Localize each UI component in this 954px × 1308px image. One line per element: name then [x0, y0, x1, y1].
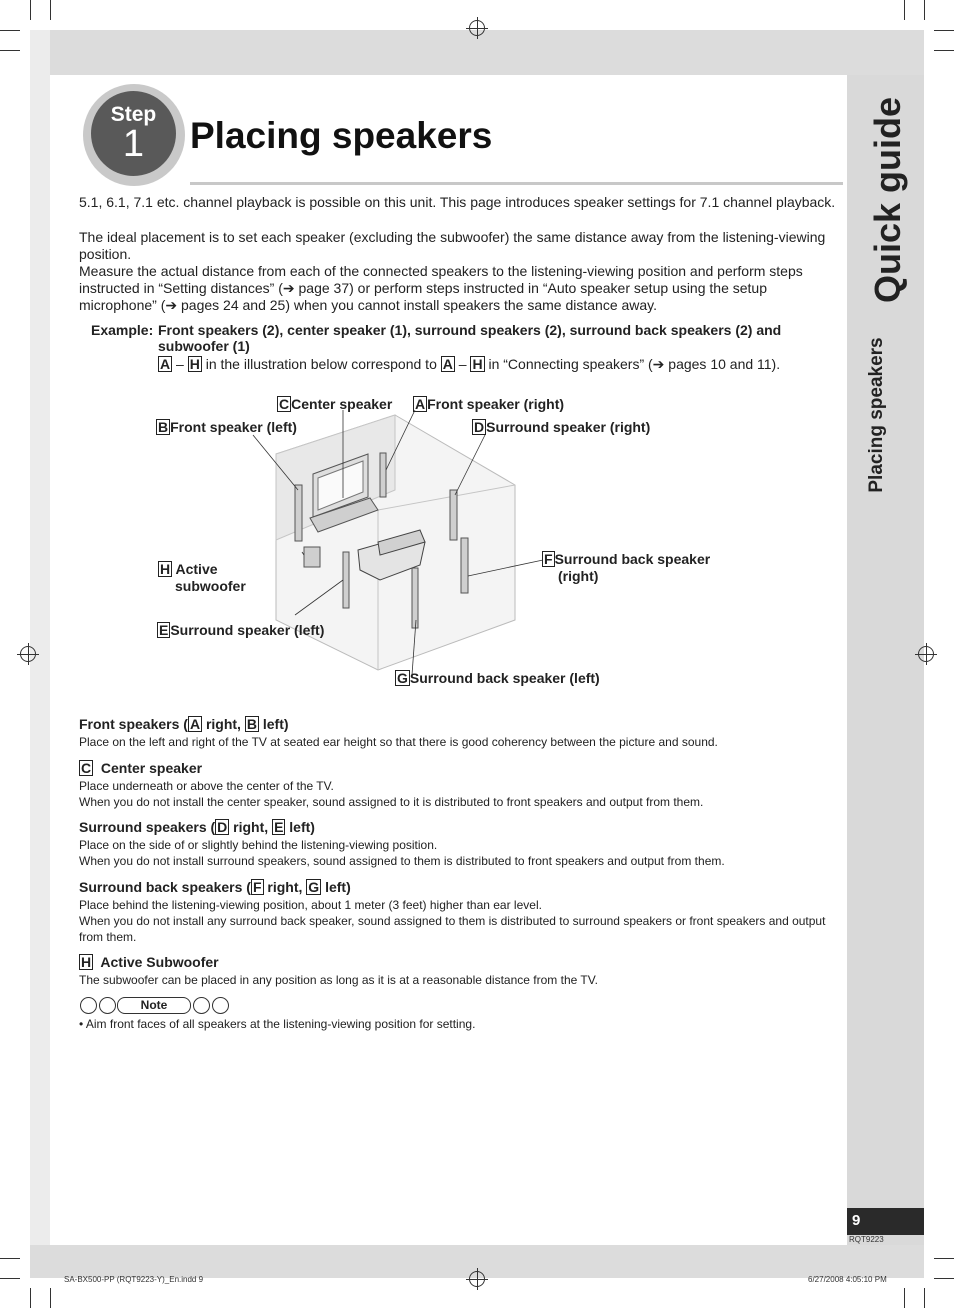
crop-mark [924, 1288, 925, 1308]
key-box: B [246, 716, 257, 732]
crop-mark [924, 0, 925, 20]
label-surround-speaker-left [157, 622, 324, 638]
crop-mark [904, 1288, 905, 1308]
label-text: Front speaker (right) [427, 396, 565, 412]
key-box: H [189, 356, 200, 372]
section-heading-back [79, 879, 351, 895]
section-heading-surround [79, 819, 315, 835]
label-surround-speaker-right [472, 419, 650, 435]
heading-text: Surround speakers ( [79, 819, 216, 835]
intro-text: Measure the actual distance from each of the connected speakers to the listening-viewing position and perform steps instructed in “Setting distances” ( [79, 263, 803, 296]
intro-paragraph-2: The ideal placement is to set each speaker (excluding the subwoofer) the same distance away from the listening-viewing position. [79, 229, 826, 262]
key-box: C [81, 760, 92, 776]
crop-mark [934, 30, 954, 31]
heading-text: Center speaker [100, 760, 203, 776]
title-rule [190, 182, 843, 185]
footer-file-name: SA-BX500-PP (RQT9223-Y)_En.indd 9 [64, 1275, 204, 1284]
crop-mark [30, 1288, 31, 1308]
key-box: G [308, 879, 320, 895]
step-badge [91, 91, 176, 176]
arrow-icon: ➔ [282, 280, 295, 296]
section-heading-subwoofer [79, 954, 219, 970]
heading-text: Active Subwoofer [100, 954, 219, 970]
registration-mark-icon [20, 646, 36, 662]
label-text: Surround speaker (right) [486, 419, 651, 435]
crop-mark [904, 0, 905, 20]
intro-paragraph-3 [79, 263, 843, 314]
label-surround-back-speaker-left [395, 670, 600, 686]
key-box: G [397, 670, 408, 686]
section-text-back-1: Place behind the listening-viewing position, about 1 meter (3 feet) higher than ear level. [79, 898, 542, 912]
crop-mark [0, 1278, 20, 1279]
page-number-box [847, 1208, 924, 1235]
speaker-placement-diagram [150, 390, 750, 690]
note-label: Note [117, 997, 191, 1014]
crop-mark [50, 1288, 51, 1308]
step-word: Step [110, 103, 157, 126]
heading-text: right, [229, 819, 273, 835]
key-box: H [160, 561, 171, 577]
section-text-center-2: When you do not install the center speaker, sound assigned to it is distributed to front speakers and output from them. [79, 795, 704, 809]
front-speaker-left [295, 485, 302, 541]
subwoofer [304, 547, 320, 567]
front-speaker-right [380, 453, 386, 497]
key-box: H [472, 356, 483, 372]
section-heading-center [79, 760, 202, 776]
dash: – [458, 356, 467, 372]
note-decoration-icon [193, 997, 210, 1014]
crop-mark [0, 50, 20, 51]
key-box: E [159, 622, 169, 638]
note-decoration-icon [212, 997, 229, 1014]
note-text: in “Connecting speakers” ( [488, 356, 653, 372]
crop-mark [0, 30, 20, 31]
intro-paragraph-1: 5.1, 6.1, 7.1 etc. channel playback is possible on this unit. This page introduces speaker settings for 7.1 channel playback. [79, 194, 836, 210]
key-box: A [189, 716, 201, 732]
crop-mark [0, 1258, 20, 1259]
section-text-center-1: Place underneath or above the center of the TV. [79, 779, 334, 793]
intro-text: page 37) or perform steps instructed in “Auto speaker setup using the setup microphone” ( [79, 280, 767, 313]
section-heading-front [79, 716, 289, 732]
crop-mark [934, 1258, 954, 1259]
key-box: A [160, 356, 171, 372]
note-decoration-icon [80, 997, 97, 1014]
surround-back-speaker-right [461, 538, 468, 593]
label-text: (right) [558, 568, 599, 584]
section-text-front: Place on the left and right of the TV at seated ear height so that there is good coherency between the picture and sound. [79, 735, 718, 749]
key-box: C [279, 396, 290, 412]
surround-speaker-left [343, 552, 349, 608]
footer-timestamp: 6/27/2008 4:05:10 PM [808, 1275, 887, 1284]
key-box: B [158, 419, 169, 435]
heading-text: Front speakers ( [79, 716, 188, 732]
key-box: A [442, 356, 453, 372]
heading-text: right, [202, 716, 245, 732]
intro-text: pages 24 and 25) when you cannot install speakers the same distance away. [177, 297, 658, 313]
page-number: 9 [852, 1212, 861, 1229]
sidebar-subsection-title: Placing speakers [866, 337, 887, 493]
key-box: D [217, 819, 228, 835]
label-text: Active [175, 561, 218, 577]
page-title: Placing speakers [190, 115, 493, 156]
label-text: Surround speaker (left) [170, 622, 325, 638]
label-text: subwoofer [175, 578, 246, 594]
label-text: Front speaker (left) [170, 419, 297, 435]
crop-mark [934, 50, 954, 51]
crop-mark [934, 1278, 954, 1279]
section-text-surround-2: When you do not install surround speakers, sound assigned to them is distributed to front speakers and output from them. [79, 854, 725, 868]
sidebar-section-title: Quick guide [867, 96, 908, 304]
key-box: F [544, 551, 553, 567]
label-surround-back-speaker-right [542, 551, 710, 585]
example-label: Example: [91, 322, 154, 338]
dash: – [176, 356, 184, 372]
crop-mark [50, 0, 51, 20]
heading-text: left) [321, 879, 351, 895]
arrow-icon: ➔ [165, 297, 178, 313]
note-decoration-icon [99, 997, 116, 1014]
note-text: in the illustration below correspond to [205, 356, 437, 372]
example-text: Front speakers (2), center speaker (1), surround speakers (2), surround back speakers (2) and subwoofer (1) [158, 322, 782, 354]
heading-text: right, [263, 879, 307, 895]
label-front-speaker-right [413, 396, 564, 412]
label-text: Surround back speaker (left) [409, 670, 600, 686]
heading-text: left) [258, 716, 289, 732]
surround-back-speaker-left [412, 568, 418, 628]
section-text-back-2: When you do not install any surround back speaker, sound assigned to them is distributed to surround speakers or front speakers and output from them. [79, 914, 826, 944]
label-active-subwoofer [158, 561, 246, 595]
heading-text: left) [285, 819, 315, 835]
heading-text: Surround back speakers ( [79, 879, 251, 895]
section-text-subwoofer: The subwoofer can be placed in any position as long as it is at a reasonable distance from the TV. [79, 973, 598, 987]
key-box: E [274, 819, 284, 835]
section-text-surround-1: Place on the side of or slightly behind the listening-viewing position. [79, 838, 438, 852]
crop-mark [30, 0, 31, 20]
document-code: RQT9223 [849, 1235, 884, 1244]
label-front-speaker-left [156, 419, 297, 435]
note-text: pages 10 and 11). [664, 356, 781, 372]
label-text: Surround back speaker [554, 551, 711, 567]
step-number: 1 [122, 123, 145, 165]
key-box: D [474, 419, 485, 435]
key-box: H [81, 954, 92, 970]
label-center-speaker [277, 396, 392, 412]
key-box: F [252, 879, 262, 895]
surround-speaker-right [450, 490, 457, 540]
registration-mark-icon [469, 20, 485, 36]
arrow-icon: ➔ [652, 356, 665, 372]
registration-mark-icon [469, 1271, 485, 1287]
key-box: A [415, 396, 426, 412]
example-note [158, 356, 780, 373]
label-text: Center speaker [291, 396, 393, 412]
note-text: • Aim front faces of all speakers at the listening-viewing position for setting. [79, 1017, 476, 1031]
registration-mark-icon [918, 646, 934, 662]
